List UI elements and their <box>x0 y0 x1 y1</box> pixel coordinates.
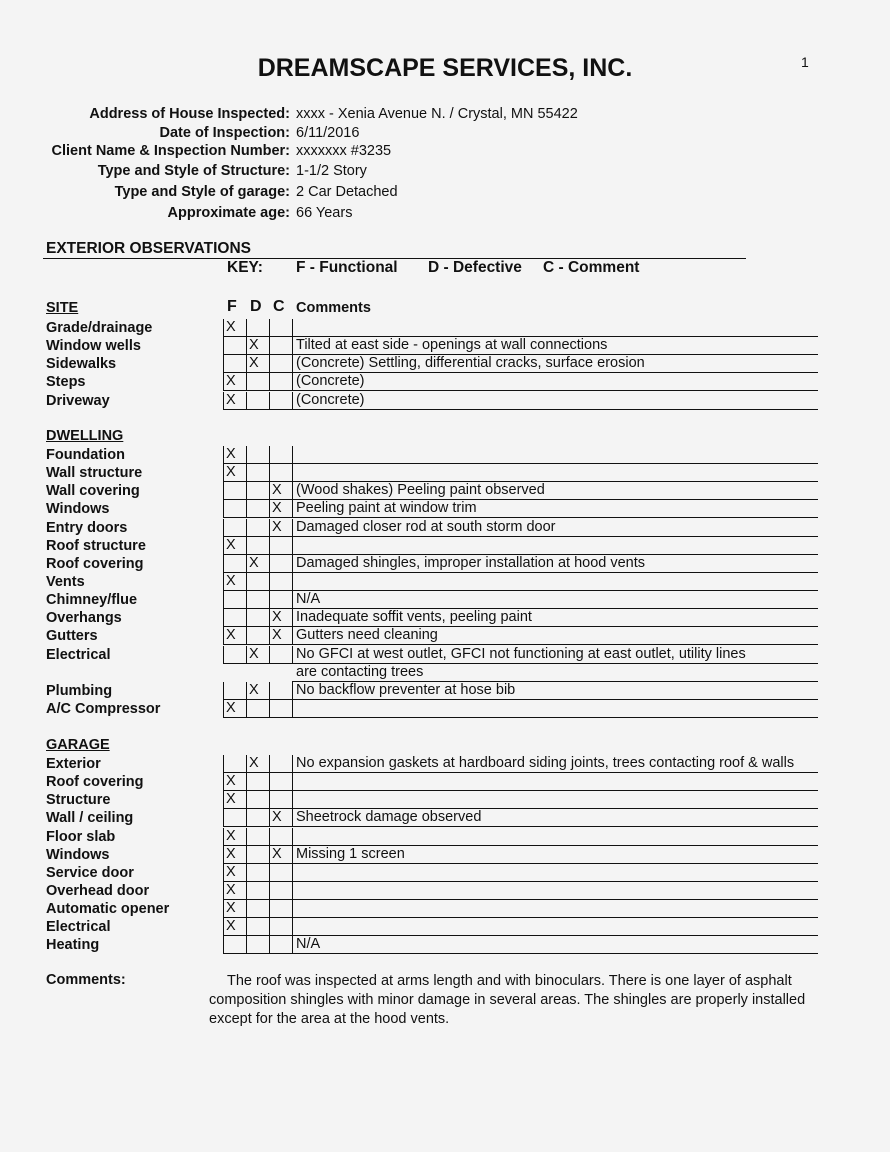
mark-c <box>269 755 293 773</box>
row-label: Chimney/flue <box>46 592 138 608</box>
mark-d <box>246 482 270 500</box>
mark-f <box>223 337 247 355</box>
mark-c <box>269 537 293 555</box>
mark-f <box>223 682 247 700</box>
comment-cell <box>292 828 818 846</box>
comment-cell <box>292 918 818 936</box>
mark-d <box>246 319 270 337</box>
row-label: Automatic opener <box>46 901 170 917</box>
row-label: Floor slab <box>46 829 116 845</box>
mark-d <box>246 464 270 482</box>
mark-c: X <box>269 627 293 645</box>
mark-c <box>269 591 293 609</box>
mark-f: X <box>223 900 247 918</box>
mark-c: X <box>269 846 293 864</box>
mark-d <box>246 828 270 846</box>
mark-d <box>246 791 270 809</box>
mark-c <box>269 682 293 700</box>
mark-d <box>246 700 270 718</box>
mark-c <box>269 355 293 373</box>
header-field-label: Type and Style of garage: <box>114 184 290 200</box>
row-label: Roof covering <box>46 556 144 572</box>
comment-cell <box>292 773 818 791</box>
comment-cell: Inadequate soffit vents, peeling paint <box>292 609 818 627</box>
mark-c: X <box>269 809 293 827</box>
row-label: Sidewalks <box>46 356 117 372</box>
mark-d: X <box>246 682 270 700</box>
comment-cell <box>292 700 818 718</box>
mark-c <box>269 555 293 573</box>
mark-c <box>269 646 293 664</box>
header-field-value: 6/11/2016 <box>296 125 360 141</box>
mark-c: X <box>269 500 293 518</box>
mark-f <box>223 500 247 518</box>
mark-f: X <box>223 828 247 846</box>
mark-d <box>246 900 270 918</box>
mark-d <box>246 591 270 609</box>
column-header-f: F <box>227 298 237 315</box>
row-label: Plumbing <box>46 683 113 699</box>
comment-cell: Sheetrock damage observed <box>292 809 818 827</box>
section-title: EXTERIOR OBSERVATIONS <box>46 240 251 257</box>
row-label: Wall covering <box>46 483 140 499</box>
mark-d <box>246 809 270 827</box>
column-header-comments: Comments <box>296 300 371 316</box>
row-label: Steps <box>46 374 86 390</box>
comment-cell: Gutters need cleaning <box>292 627 818 645</box>
row-label: Roof structure <box>46 538 146 554</box>
mark-f: X <box>223 773 247 791</box>
row-label: Roof covering <box>46 774 144 790</box>
mark-c: X <box>269 519 293 537</box>
row-label: Overhangs <box>46 610 122 626</box>
column-header-d: D <box>250 298 262 315</box>
mark-c <box>269 319 293 337</box>
mark-c <box>269 573 293 591</box>
mark-f: X <box>223 882 247 900</box>
row-label: Electrical <box>46 919 111 935</box>
mark-d <box>246 882 270 900</box>
mark-c <box>269 900 293 918</box>
mark-d <box>246 846 270 864</box>
mark-d: X <box>246 355 270 373</box>
comment-cell <box>292 791 818 809</box>
mark-c: X <box>269 482 293 500</box>
comment-continuation: are contacting trees <box>296 664 424 680</box>
comment-cell: (Concrete) <box>292 373 818 391</box>
comment-cell: Damaged shingles, improper installation at hood vents <box>292 555 818 573</box>
mark-c <box>269 828 293 846</box>
mark-d <box>246 446 270 464</box>
row-label: A/C Compressor <box>46 701 161 717</box>
mark-f: X <box>223 846 247 864</box>
mark-d <box>246 627 270 645</box>
mark-d <box>246 864 270 882</box>
row-label: Windows <box>46 501 110 517</box>
header-field-label: Type and Style of Structure: <box>97 163 290 179</box>
mark-f <box>223 809 247 827</box>
mark-c <box>269 392 293 410</box>
row-label: Wall structure <box>46 465 143 481</box>
report-title: DREAMSCAPE SERVICES, INC. <box>257 54 633 82</box>
row-label: Grade/drainage <box>46 320 153 336</box>
row-label: Service door <box>46 865 134 881</box>
mark-d <box>246 392 270 410</box>
mark-d: X <box>246 337 270 355</box>
comment-cell <box>292 446 818 464</box>
mark-f: X <box>223 864 247 882</box>
mark-c <box>269 864 293 882</box>
mark-f: X <box>223 918 247 936</box>
mark-f: X <box>223 319 247 337</box>
mark-f: X <box>223 573 247 591</box>
mark-d <box>246 609 270 627</box>
mark-f <box>223 646 247 664</box>
mark-c <box>269 936 293 954</box>
header-field-label: Date of Inspection: <box>159 125 290 141</box>
header-field-label: Address of House Inspected: <box>89 106 290 122</box>
mark-c <box>269 882 293 900</box>
mark-f <box>223 755 247 773</box>
mark-d <box>246 936 270 954</box>
comment-cell <box>292 900 818 918</box>
comment-cell: Tilted at east side - openings at wall connections <box>292 337 818 355</box>
mark-f: X <box>223 446 247 464</box>
row-label: Windows <box>46 847 110 863</box>
mark-f: X <box>223 464 247 482</box>
key-comment: C - Comment <box>543 259 640 276</box>
row-label: Vents <box>46 574 85 590</box>
mark-f <box>223 555 247 573</box>
header-field-value: 2 Car Detached <box>296 184 398 200</box>
mark-d <box>246 537 270 555</box>
row-label: Gutters <box>46 628 98 644</box>
group-title-site: SITE <box>46 300 79 316</box>
mark-c <box>269 918 293 936</box>
key-functional: F - Functional <box>296 259 398 276</box>
comment-cell <box>292 464 818 482</box>
mark-d <box>246 918 270 936</box>
row-label: Foundation <box>46 447 125 463</box>
mark-c <box>269 373 293 391</box>
page-number: 1 <box>801 54 809 70</box>
row-label: Entry doors <box>46 520 128 536</box>
row-label: Driveway <box>46 393 110 409</box>
row-label: Wall / ceiling <box>46 810 134 826</box>
comment-cell: (Wood shakes) Peeling paint observed <box>292 482 818 500</box>
comment-cell: Missing 1 screen <box>292 846 818 864</box>
mark-d: X <box>246 755 270 773</box>
column-header-c: C <box>273 298 285 315</box>
comment-cell: (Concrete) Settling, differential cracks, surface erosion <box>292 355 818 373</box>
row-label: Window wells <box>46 338 141 354</box>
mark-f <box>223 355 247 373</box>
mark-f: X <box>223 392 247 410</box>
mark-c <box>269 700 293 718</box>
comment-cell <box>292 573 818 591</box>
mark-f <box>223 591 247 609</box>
comment-cell: No expansion gaskets at hardboard siding joints, trees contacting roof & walls <box>292 755 818 773</box>
row-label: Heating <box>46 937 100 953</box>
comments-text: The roof was inspected at arms length and with binoculars. There is one layer of asphalt composition shingles with minor damage in several areas. The shingles are properly installed except for the area at the hood vents. <box>209 973 806 1027</box>
comment-cell <box>292 537 818 555</box>
row-label: Exterior <box>46 756 101 772</box>
comment-cell <box>292 319 818 337</box>
mark-c <box>269 464 293 482</box>
comment-cell: N/A <box>292 936 818 954</box>
comment-cell: N/A <box>292 591 818 609</box>
mark-f: X <box>223 627 247 645</box>
mark-c <box>269 791 293 809</box>
mark-c: X <box>269 609 293 627</box>
mark-f <box>223 936 247 954</box>
comment-cell: (Concrete) <box>292 392 818 410</box>
mark-d <box>246 500 270 518</box>
mark-c <box>269 337 293 355</box>
key-label: KEY: <box>227 259 263 276</box>
mark-f <box>223 609 247 627</box>
row-label: Overhead door <box>46 883 150 899</box>
mark-d <box>246 519 270 537</box>
key-defective: D - Defective <box>428 259 522 276</box>
comment-cell <box>292 864 818 882</box>
row-label: Structure <box>46 792 111 808</box>
mark-f: X <box>223 791 247 809</box>
group-title-garage: GARAGE <box>46 737 110 753</box>
mark-d: X <box>246 646 270 664</box>
group-title-dwelling: DWELLING <box>46 428 124 444</box>
header-field-label: Client Name & Inspection Number: <box>51 143 290 159</box>
header-field-value: 1-1/2 Story <box>296 163 367 179</box>
mark-d: X <box>246 555 270 573</box>
mark-d <box>246 773 270 791</box>
row-label: Electrical <box>46 647 111 663</box>
mark-f: X <box>223 700 247 718</box>
header-field-value: 66 Years <box>296 205 353 221</box>
comment-cell: No backflow preventer at hose bib <box>292 682 818 700</box>
mark-d <box>246 573 270 591</box>
comment-cell: Damaged closer rod at south storm door <box>292 519 818 537</box>
mark-c <box>269 446 293 464</box>
header-field-value: xxxx - Xenia Avenue N. / Crystal, MN 55422 <box>296 106 578 122</box>
mark-c <box>269 773 293 791</box>
mark-f: X <box>223 537 247 555</box>
mark-f <box>223 519 247 537</box>
mark-d <box>246 373 270 391</box>
header-field-value: xxxxxxx #3235 <box>296 143 392 159</box>
comment-cell <box>292 882 818 900</box>
comments-label: Comments: <box>46 972 126 988</box>
comment-cell: No GFCI at west outlet, GFCI not functioning at east outlet, utility lines <box>292 646 818 664</box>
mark-f: X <box>223 373 247 391</box>
mark-f <box>223 482 247 500</box>
comment-cell: Peeling paint at window trim <box>292 500 818 518</box>
header-field-label: Approximate age: <box>167 205 290 221</box>
